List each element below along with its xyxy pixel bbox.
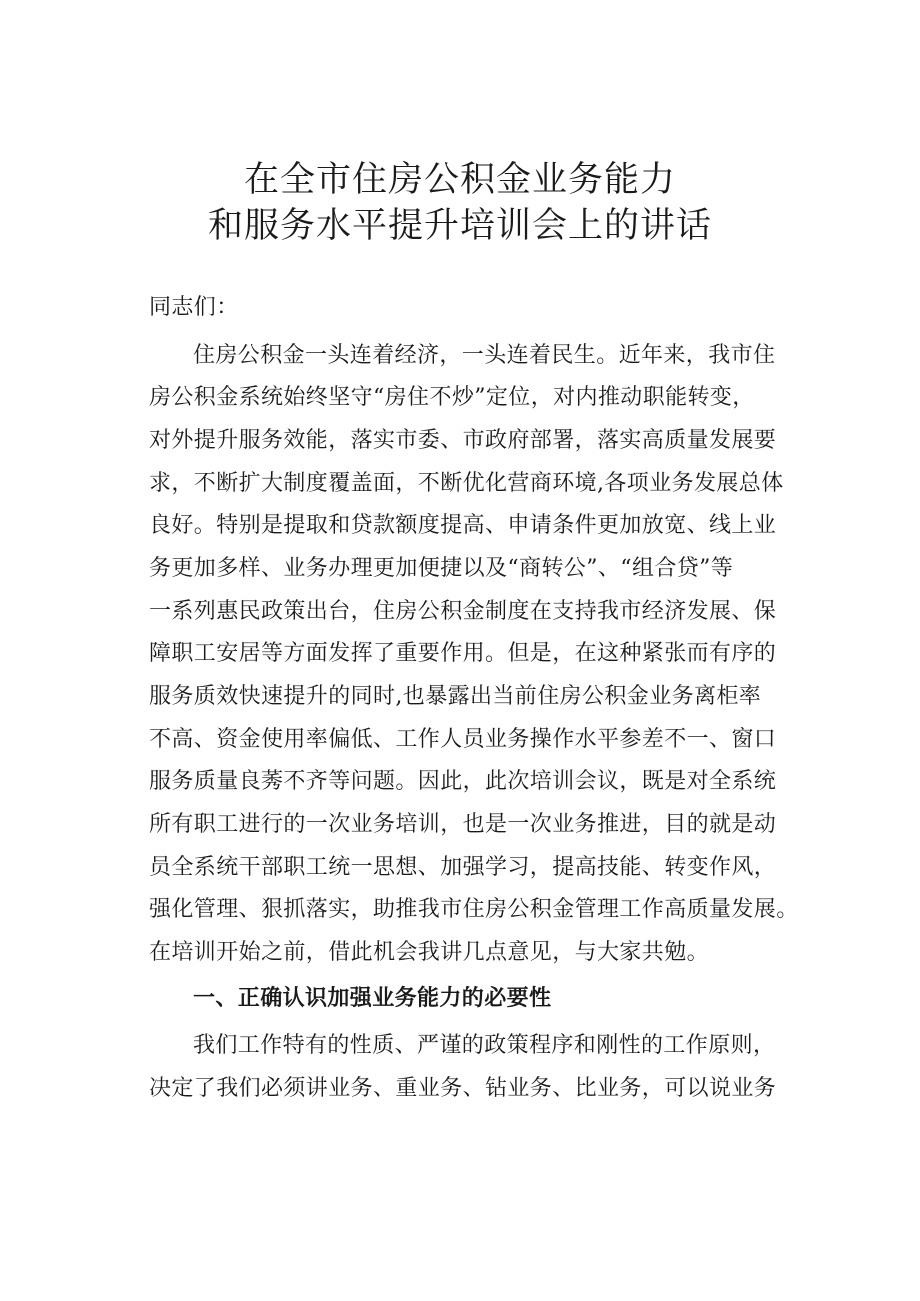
document-title-line-1: 在全市住房公积金业务能力	[243, 160, 676, 200]
body-line: 服务质量良莠不齐等问题。因此，此次培训会议，既是对全系统	[149, 769, 777, 794]
body-line: 在培训开始之前，借此机会我讲几点意见，与大家共勉。	[149, 940, 710, 965]
body-line: 员全系统干部职工统一思想、加强学习，提高技能、转变作风，	[149, 855, 777, 880]
body-line: 一系列惠民政策出台，住房公积金制度在支持我市经济发展、保	[149, 599, 777, 624]
body-line: 强化管理、狠抓落实，助推我市住房公积金管理工作高质量发展。	[149, 897, 799, 922]
body-line: 不高、资金使用率偏低、工作人员业务操作水平参差不一、窗口	[149, 727, 777, 752]
body-line: 房公积金系统始终坚守“房住不炒”定位，对内推动职能转变，	[149, 385, 755, 410]
body-line: 障职工安居等方面发挥了重要作用。但是，在这种紧张而有序的	[149, 641, 777, 666]
section-heading: 一、正确认识加强业务能力的必要性	[193, 986, 552, 1011]
body-line: 良好。特别是提取和贷款额度提高、申请条件更加放宽、线上业	[149, 513, 777, 538]
body-line: 求，不断扩大制度覆盖面，不断优化营商环境,各项业务发展总体	[149, 471, 784, 496]
body-line: 务更加多样、业务办理更加便捷以及“商转公”、“组合贷”等	[149, 556, 734, 581]
body-line: 服务质效快速提升的同时,也暴露出当前住房公积金业务离柜率	[149, 684, 762, 709]
section-body-line: 决定了我们必须讲业务、重业务、钻业务、比业务，可以说业务	[149, 1076, 777, 1101]
body-line: 住房公积金一头连着经济，一头连着民生。近年来，我市住	[193, 343, 776, 368]
body-line: 所有职工进行的一次业务培训，也是一次业务推进，目的就是动	[149, 812, 777, 837]
salutation: 同志们：	[149, 295, 239, 320]
body-line: 对外提升服务效能，落实市委、市政府部署，落实高质量发展要	[149, 428, 777, 453]
section-body-line: 我们工作特有的性质、严谨的政策程序和刚性的工作原则，	[193, 1033, 776, 1058]
document-title-line-2: 和服务水平提升培训会上的讲话	[207, 206, 712, 246]
